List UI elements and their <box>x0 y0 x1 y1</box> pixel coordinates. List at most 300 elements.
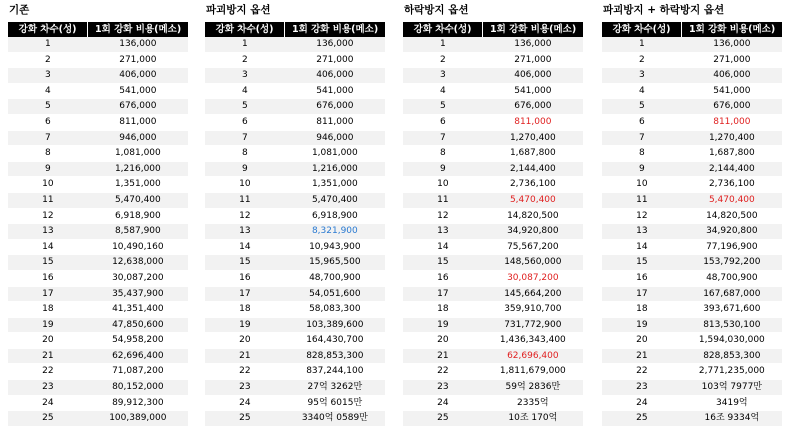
level-cell: 13 <box>602 224 682 240</box>
level-cell: 5 <box>205 99 285 115</box>
table-row <box>602 364 782 380</box>
cost-table <box>8 22 188 427</box>
level-cell: 1 <box>205 37 285 52</box>
level-cell: 17 <box>8 286 88 302</box>
cost-cell: 103억 7977만 <box>682 380 782 396</box>
table-row <box>205 68 385 84</box>
table-row <box>403 348 583 364</box>
level-cell: 9 <box>205 161 285 177</box>
cost-cell: 1,811,679,000 <box>483 364 583 380</box>
cost-cell: 8,587,900 <box>88 224 188 240</box>
level-cell: 14 <box>8 239 88 255</box>
header-level: 강화 차수(성) <box>403 22 483 37</box>
level-cell: 4 <box>403 83 483 99</box>
table-row <box>8 348 188 364</box>
header-level: 강화 차수(성) <box>602 22 682 37</box>
table-row <box>8 395 188 411</box>
table-row <box>205 348 385 364</box>
table-row <box>8 286 188 302</box>
table-row <box>602 68 782 84</box>
table-row <box>602 286 782 302</box>
level-cell: 20 <box>403 333 483 349</box>
cost-cell: 77,196,900 <box>682 239 782 255</box>
cost-cell: 271,000 <box>285 52 385 68</box>
cost-cell: 41,351,400 <box>88 302 188 318</box>
cost-cell: 406,000 <box>483 68 583 84</box>
cost-cell: 271,000 <box>682 52 782 68</box>
header-level: 강화 차수(성) <box>8 22 88 37</box>
cost-cell: 1,687,800 <box>682 146 782 162</box>
level-cell: 10 <box>205 177 285 193</box>
level-cell: 23 <box>205 380 285 396</box>
table-row <box>8 83 188 99</box>
table-row <box>205 177 385 193</box>
cost-cell: 811,000 <box>285 114 385 130</box>
table-row <box>602 255 782 271</box>
level-cell: 13 <box>8 224 88 240</box>
cost-cell: 58,083,300 <box>285 302 385 318</box>
table-row <box>602 270 782 286</box>
level-cell: 11 <box>403 192 483 208</box>
cost-cell: 3340억 0589만 <box>285 411 385 427</box>
header-cost: 1회 강화 비용(메소) <box>88 22 188 37</box>
table-row <box>403 161 583 177</box>
table-row <box>205 37 385 52</box>
table-row <box>8 177 188 193</box>
cost-cell: 48,700,900 <box>682 270 782 286</box>
level-cell: 2 <box>8 52 88 68</box>
table-row <box>205 52 385 68</box>
cost-cell: 164,430,700 <box>285 333 385 349</box>
table-row <box>403 239 583 255</box>
level-cell: 12 <box>403 208 483 224</box>
level-cell: 15 <box>602 255 682 271</box>
table-row <box>8 99 188 115</box>
cost-cell: 167,687,000 <box>682 286 782 302</box>
level-cell: 25 <box>403 411 483 427</box>
level-cell: 20 <box>205 333 285 349</box>
level-cell: 19 <box>602 317 682 333</box>
level-cell: 24 <box>602 395 682 411</box>
cost-cell: 5,470,400 <box>285 192 385 208</box>
table-row <box>8 52 188 68</box>
level-cell: 16 <box>205 270 285 286</box>
header-level: 강화 차수(성) <box>205 22 285 37</box>
table-row <box>403 114 583 130</box>
cost-cell: 541,000 <box>285 83 385 99</box>
table-row <box>205 99 385 115</box>
level-cell: 25 <box>8 411 88 427</box>
level-cell: 19 <box>403 317 483 333</box>
cost-cell: 359,910,700 <box>483 302 583 318</box>
level-cell: 2 <box>602 52 682 68</box>
cost-cell: 14,820,500 <box>682 208 782 224</box>
table-row <box>8 224 188 240</box>
table-row <box>8 239 188 255</box>
level-cell: 25 <box>205 411 285 427</box>
cost-cell: 75,567,200 <box>483 239 583 255</box>
table-row <box>403 146 583 162</box>
table-row <box>602 83 782 99</box>
cost-cell: 59억 2836만 <box>483 380 583 396</box>
level-cell: 6 <box>205 114 285 130</box>
cost-cell: 27억 3262만 <box>285 380 385 396</box>
table-row <box>205 380 385 396</box>
cost-cell: 30,087,200 <box>88 270 188 286</box>
table-row <box>602 161 782 177</box>
level-cell: 5 <box>8 99 88 115</box>
cost-cell: 5,470,400 <box>88 192 188 208</box>
level-cell: 9 <box>8 161 88 177</box>
level-cell: 12 <box>602 208 682 224</box>
cost-cell: 30,087,200 <box>483 270 583 286</box>
level-cell: 1 <box>602 37 682 52</box>
table-row <box>205 302 385 318</box>
level-cell: 4 <box>602 83 682 99</box>
table-row <box>8 302 188 318</box>
level-cell: 2 <box>205 52 285 68</box>
cost-cell: 136,000 <box>682 37 782 52</box>
level-cell: 14 <box>602 239 682 255</box>
cost-cell: 16조 9334억 <box>682 411 782 427</box>
table-row <box>403 177 583 193</box>
table-row <box>8 333 188 349</box>
cost-cell: 2,144,400 <box>682 161 782 177</box>
table-row <box>403 192 583 208</box>
level-cell: 1 <box>8 37 88 52</box>
level-cell: 21 <box>8 348 88 364</box>
table-row <box>602 52 782 68</box>
table-row <box>602 224 782 240</box>
cost-cell: 1,436,343,400 <box>483 333 583 349</box>
table-row <box>602 411 782 427</box>
table-row <box>602 130 782 146</box>
level-cell: 11 <box>8 192 88 208</box>
level-cell: 15 <box>205 255 285 271</box>
level-cell: 7 <box>205 130 285 146</box>
level-cell: 3 <box>403 68 483 84</box>
table-row <box>205 146 385 162</box>
cost-cell: 34,920,800 <box>483 224 583 240</box>
level-cell: 18 <box>8 302 88 318</box>
level-cell: 7 <box>602 130 682 146</box>
level-cell: 1 <box>403 37 483 52</box>
cost-cell: 1,270,400 <box>682 130 782 146</box>
level-cell: 5 <box>602 99 682 115</box>
cost-cell: 676,000 <box>88 99 188 115</box>
table-row <box>602 146 782 162</box>
table-row <box>8 146 188 162</box>
cost-cell: 837,244,100 <box>285 364 385 380</box>
table-row <box>602 302 782 318</box>
table-row <box>403 411 583 427</box>
table-row <box>8 380 188 396</box>
level-cell: 7 <box>8 130 88 146</box>
cost-cell: 676,000 <box>285 99 385 115</box>
table-row <box>602 192 782 208</box>
panel-3 <box>602 0 782 427</box>
table-row <box>8 364 188 380</box>
cost-cell: 5,470,400 <box>483 192 583 208</box>
level-cell: 3 <box>8 68 88 84</box>
table-row <box>403 364 583 380</box>
table-row <box>205 239 385 255</box>
cost-cell: 1,081,000 <box>88 146 188 162</box>
level-cell: 19 <box>205 317 285 333</box>
table-row <box>8 208 188 224</box>
table-row <box>8 130 188 146</box>
level-cell: 13 <box>403 224 483 240</box>
panel-0 <box>8 0 188 427</box>
level-cell: 15 <box>8 255 88 271</box>
level-cell: 24 <box>403 395 483 411</box>
cost-cell: 406,000 <box>285 68 385 84</box>
level-cell: 16 <box>403 270 483 286</box>
cost-cell: 946,000 <box>285 130 385 146</box>
level-cell: 20 <box>8 333 88 349</box>
table-row <box>403 130 583 146</box>
level-cell: 13 <box>205 224 285 240</box>
cost-cell: 148,560,000 <box>483 255 583 271</box>
level-cell: 14 <box>205 239 285 255</box>
cost-cell: 136,000 <box>483 37 583 52</box>
table-row <box>205 270 385 286</box>
level-cell: 5 <box>403 99 483 115</box>
cost-cell: 541,000 <box>483 83 583 99</box>
level-cell: 3 <box>602 68 682 84</box>
table-row <box>403 52 583 68</box>
cost-cell: 828,853,300 <box>285 348 385 364</box>
table-title: 파괴방지 + 하락방지 옵션 <box>603 4 725 16</box>
cost-cell: 15,965,500 <box>285 255 385 271</box>
cost-cell: 5,470,400 <box>682 192 782 208</box>
table-row <box>403 380 583 396</box>
level-cell: 23 <box>8 380 88 396</box>
cost-cell: 406,000 <box>682 68 782 84</box>
cost-cell: 48,700,900 <box>285 270 385 286</box>
cost-cell: 100,389,000 <box>88 411 188 427</box>
cost-cell: 89,912,300 <box>88 395 188 411</box>
cost-cell: 80,152,000 <box>88 380 188 396</box>
cost-cell: 811,000 <box>682 114 782 130</box>
table-row <box>403 83 583 99</box>
panel-1 <box>205 0 385 427</box>
level-cell: 9 <box>602 161 682 177</box>
cost-cell: 2335억 <box>483 395 583 411</box>
header-cost: 1회 강화 비용(메소) <box>682 22 782 37</box>
cost-cell: 946,000 <box>88 130 188 146</box>
cost-cell: 1,216,000 <box>88 161 188 177</box>
level-cell: 18 <box>403 302 483 318</box>
table-row <box>205 224 385 240</box>
table-row <box>403 333 583 349</box>
cost-cell: 71,087,200 <box>88 364 188 380</box>
cost-cell: 47,850,600 <box>88 317 188 333</box>
table-row <box>403 224 583 240</box>
level-cell: 2 <box>403 52 483 68</box>
cost-cell: 34,920,800 <box>682 224 782 240</box>
cost-cell: 145,664,200 <box>483 286 583 302</box>
cost-table <box>602 22 782 427</box>
cost-cell: 828,853,300 <box>682 348 782 364</box>
level-cell: 18 <box>602 302 682 318</box>
level-cell: 11 <box>205 192 285 208</box>
level-cell: 16 <box>8 270 88 286</box>
level-cell: 10 <box>403 177 483 193</box>
table-row <box>602 380 782 396</box>
header-cost: 1회 강화 비용(메소) <box>483 22 583 37</box>
table-row <box>205 411 385 427</box>
cost-cell: 62,696,400 <box>88 348 188 364</box>
level-cell: 19 <box>8 317 88 333</box>
level-cell: 8 <box>8 146 88 162</box>
level-cell: 22 <box>602 364 682 380</box>
cost-cell: 136,000 <box>88 37 188 52</box>
level-cell: 8 <box>403 146 483 162</box>
level-cell: 15 <box>403 255 483 271</box>
table-row <box>403 255 583 271</box>
cost-cell: 10조 170억 <box>483 411 583 427</box>
level-cell: 17 <box>602 286 682 302</box>
cost-cell: 2,736,100 <box>682 177 782 193</box>
table-row <box>403 68 583 84</box>
level-cell: 17 <box>403 286 483 302</box>
cost-cell: 12,638,000 <box>88 255 188 271</box>
cost-cell: 1,351,000 <box>88 177 188 193</box>
table-row <box>205 161 385 177</box>
table-row <box>205 255 385 271</box>
cost-cell: 103,389,600 <box>285 317 385 333</box>
table-row <box>205 333 385 349</box>
level-cell: 21 <box>205 348 285 364</box>
cost-cell: 10,943,900 <box>285 239 385 255</box>
table-row <box>205 364 385 380</box>
level-cell: 6 <box>403 114 483 130</box>
cost-cell: 271,000 <box>88 52 188 68</box>
table-row <box>8 114 188 130</box>
table-row <box>8 37 188 52</box>
level-cell: 9 <box>403 161 483 177</box>
table-row <box>8 270 188 286</box>
table-row <box>403 99 583 115</box>
table-row <box>403 208 583 224</box>
level-cell: 6 <box>8 114 88 130</box>
level-cell: 22 <box>8 364 88 380</box>
cost-cell: 62,696,400 <box>483 348 583 364</box>
cost-cell: 2,771,235,000 <box>682 364 782 380</box>
level-cell: 21 <box>602 348 682 364</box>
level-cell: 3 <box>205 68 285 84</box>
level-cell: 11 <box>602 192 682 208</box>
table-row <box>602 208 782 224</box>
table-row <box>403 37 583 52</box>
cost-cell: 95억 6015만 <box>285 395 385 411</box>
level-cell: 6 <box>602 114 682 130</box>
cost-cell: 8,321,900 <box>285 224 385 240</box>
table-row <box>205 286 385 302</box>
level-cell: 24 <box>8 395 88 411</box>
cost-cell: 393,671,600 <box>682 302 782 318</box>
level-cell: 7 <box>403 130 483 146</box>
level-cell: 23 <box>602 380 682 396</box>
cost-cell: 1,351,000 <box>285 177 385 193</box>
table-title: 파괴방지 옵션 <box>206 4 271 16</box>
table-row <box>602 333 782 349</box>
cost-cell: 1,687,800 <box>483 146 583 162</box>
table-row <box>403 317 583 333</box>
cost-cell: 6,918,900 <box>88 208 188 224</box>
cost-cell: 811,000 <box>88 114 188 130</box>
cost-table <box>403 22 583 427</box>
cost-cell: 541,000 <box>682 83 782 99</box>
table-row <box>602 114 782 130</box>
cost-cell: 1,270,400 <box>483 130 583 146</box>
cost-table <box>205 22 385 427</box>
level-cell: 25 <box>602 411 682 427</box>
table-row <box>8 68 188 84</box>
cost-cell: 813,530,100 <box>682 317 782 333</box>
level-cell: 8 <box>602 146 682 162</box>
level-cell: 21 <box>403 348 483 364</box>
level-cell: 4 <box>205 83 285 99</box>
level-cell: 12 <box>8 208 88 224</box>
cost-cell: 14,820,500 <box>483 208 583 224</box>
table-row <box>8 317 188 333</box>
table-row <box>205 208 385 224</box>
level-cell: 24 <box>205 395 285 411</box>
cost-cell: 1,216,000 <box>285 161 385 177</box>
level-cell: 17 <box>205 286 285 302</box>
table-row <box>403 395 583 411</box>
table-row <box>403 302 583 318</box>
level-cell: 18 <box>205 302 285 318</box>
table-row <box>602 239 782 255</box>
cost-cell: 1,594,030,000 <box>682 333 782 349</box>
table-row <box>602 99 782 115</box>
cost-cell: 811,000 <box>483 114 583 130</box>
cost-cell: 54,958,200 <box>88 333 188 349</box>
level-cell: 16 <box>602 270 682 286</box>
cost-cell: 676,000 <box>483 99 583 115</box>
cost-cell: 6,918,900 <box>285 208 385 224</box>
table-row <box>8 255 188 271</box>
level-cell: 22 <box>205 364 285 380</box>
cost-cell: 731,772,900 <box>483 317 583 333</box>
level-cell: 10 <box>602 177 682 193</box>
level-cell: 22 <box>403 364 483 380</box>
table-row <box>8 411 188 427</box>
cost-cell: 406,000 <box>88 68 188 84</box>
table-row <box>403 286 583 302</box>
cost-cell: 271,000 <box>483 52 583 68</box>
level-cell: 4 <box>8 83 88 99</box>
panel-2 <box>403 0 583 427</box>
cost-cell: 676,000 <box>682 99 782 115</box>
cost-cell: 1,081,000 <box>285 146 385 162</box>
table-row <box>205 130 385 146</box>
cost-cell: 10,490,160 <box>88 239 188 255</box>
level-cell: 20 <box>602 333 682 349</box>
table-row <box>403 270 583 286</box>
table-row <box>205 395 385 411</box>
table-row <box>602 348 782 364</box>
level-cell: 14 <box>403 239 483 255</box>
level-cell: 23 <box>403 380 483 396</box>
table-title: 하락방지 옵션 <box>404 4 469 16</box>
table-row <box>8 192 188 208</box>
cost-cell: 2,144,400 <box>483 161 583 177</box>
table-row <box>205 317 385 333</box>
